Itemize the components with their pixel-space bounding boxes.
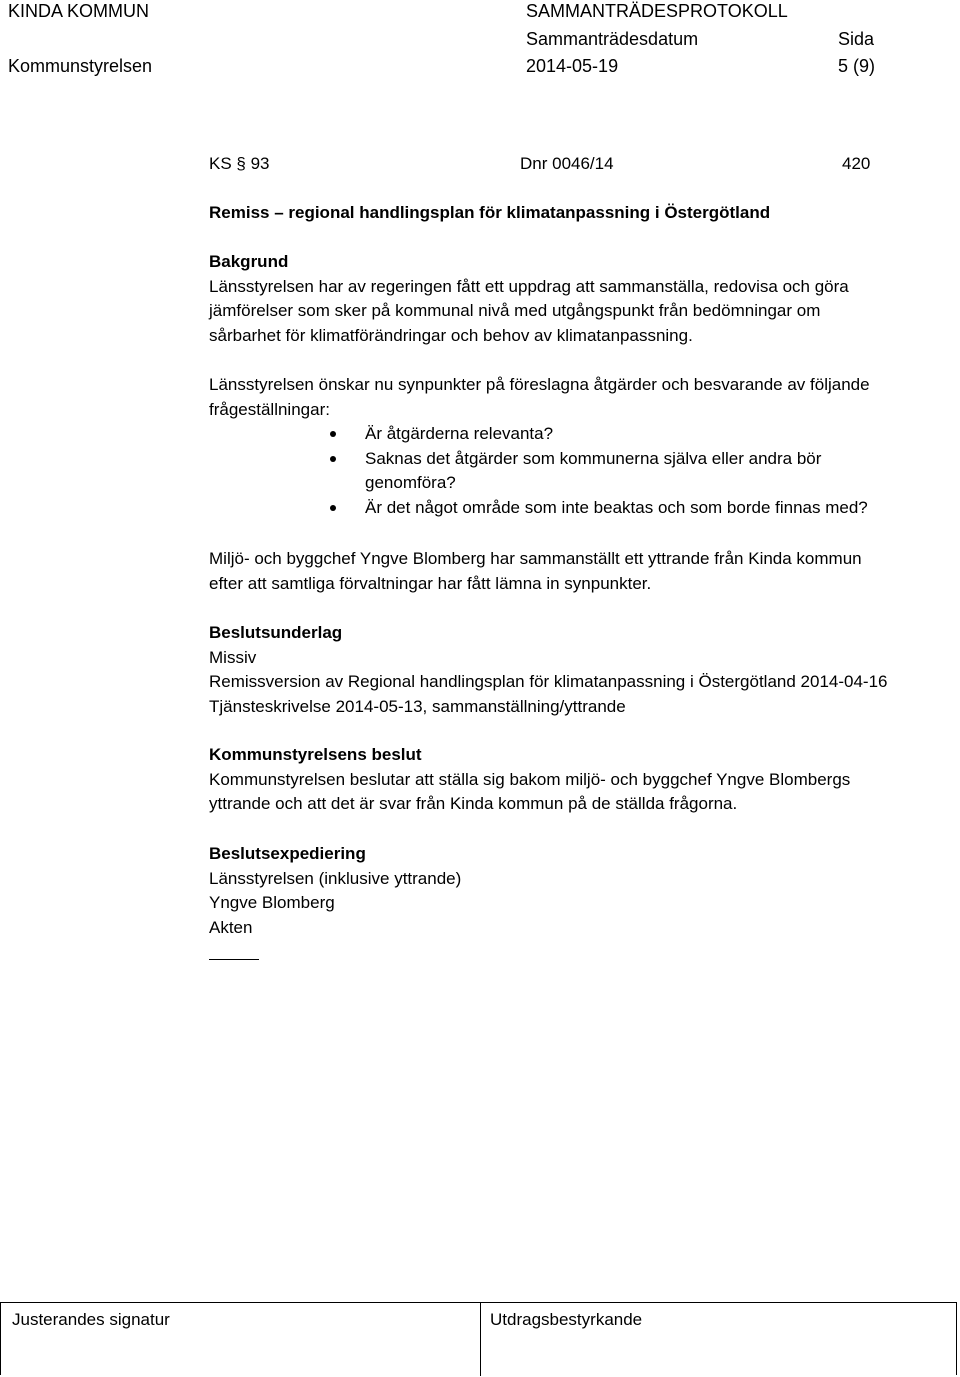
bullet-icon (330, 505, 336, 511)
dispatch-item: Akten (209, 917, 253, 937)
basis-item: Tjänsteskrivelse 2014-05-13, sammanställning/yttrande (209, 696, 626, 716)
dispatch-heading: Beslutsexpediering (209, 844, 366, 863)
decision-section (209, 743, 939, 817)
basis-item: Remissversion av Regional handlingsplan för klimatanpassning i Östergötland 2014-04-16 (209, 672, 888, 691)
meeting-date-label: Sammanträdesdatum (526, 29, 699, 49)
dispatch-item: Yngve Blomberg (209, 893, 335, 912)
basis-item: Missiv (209, 647, 257, 667)
question-item (330, 496, 868, 521)
meeting-date: 2014-05-19 (526, 56, 619, 76)
question-text: Är åtgärderna relevanta? (365, 424, 554, 443)
statement-section (209, 547, 939, 596)
extract-certification-label: Utdragsbestyrkande (490, 1310, 643, 1329)
questions-list (330, 422, 868, 520)
statement-line: Miljö- och byggchef Yngve Blomberg har sammanställt ett yttrande från Kinda kommun (209, 549, 862, 568)
question-text: Saknas det åtgärder som kommunerna själva eller andra bör (365, 448, 822, 468)
request-line: frågeställningar: (209, 399, 330, 419)
request-section (209, 373, 939, 422)
case-title: Remiss – regional handlingsplan för klimatanpassning i Östergötland (209, 203, 771, 222)
committee-name: Kommunstyrelsen (8, 56, 153, 76)
background-heading: Bakgrund (209, 252, 289, 271)
document-type: SAMMANTRÄDESPROTOKOLL (526, 1, 788, 21)
background-line: jämförelser som sker på kommunal nivå med utgångspunkt från bedömningar om (209, 301, 821, 320)
background-section (209, 250, 939, 348)
decision-heading: Kommunstyrelsens beslut (209, 745, 422, 764)
basis-section (209, 621, 939, 719)
basis-heading: Beslutsunderlag (209, 623, 343, 642)
signature-table-divider (480, 1303, 481, 1376)
bullet-icon (330, 431, 336, 437)
question-item (330, 422, 868, 447)
end-rule (209, 959, 259, 960)
case-dnr: Dnr 0046/14 (520, 154, 614, 173)
signature-table (0, 1302, 957, 1375)
bullet-icon (330, 456, 336, 462)
decision-line: yttrande och att det är svar från Kinda kommun på de ställda frågorna. (209, 794, 738, 813)
dispatch-item: Länsstyrelsen (inklusive yttrande) (209, 868, 462, 888)
dispatch-section (209, 842, 939, 940)
page-number: 5 (9) (838, 56, 876, 76)
background-line: sårbarhet för klimatförändringar och behov av klimatanpassning. (209, 325, 693, 345)
decision-line: Kommunstyrelsen beslutar att ställa sig bakom miljö- och byggchef Yngve Blombergs (209, 769, 851, 789)
question-text-continued: genomföra? (365, 473, 456, 492)
page-label: Sida (838, 29, 875, 49)
background-line: Länsstyrelsen har av regeringen fått ett uppdrag att sammanställa, redovisa och göra (209, 276, 849, 296)
case-number: KS § 93 (209, 154, 270, 173)
request-line: Länsstyrelsen önskar nu synpunkter på föreslagna åtgärder och besvarande av följande (209, 375, 870, 394)
adjuster-signature-label: Justerandes signatur (12, 1310, 170, 1329)
question-text: Är det något område som inte beaktas och som borde finnas med? (365, 497, 868, 517)
statement-line: efter att samtliga förvaltningar har fått lämna in synpunkter. (209, 573, 652, 593)
case-code: 420 (842, 154, 871, 173)
org-name: KINDA KOMMUN (8, 1, 150, 21)
question-item (330, 447, 868, 496)
